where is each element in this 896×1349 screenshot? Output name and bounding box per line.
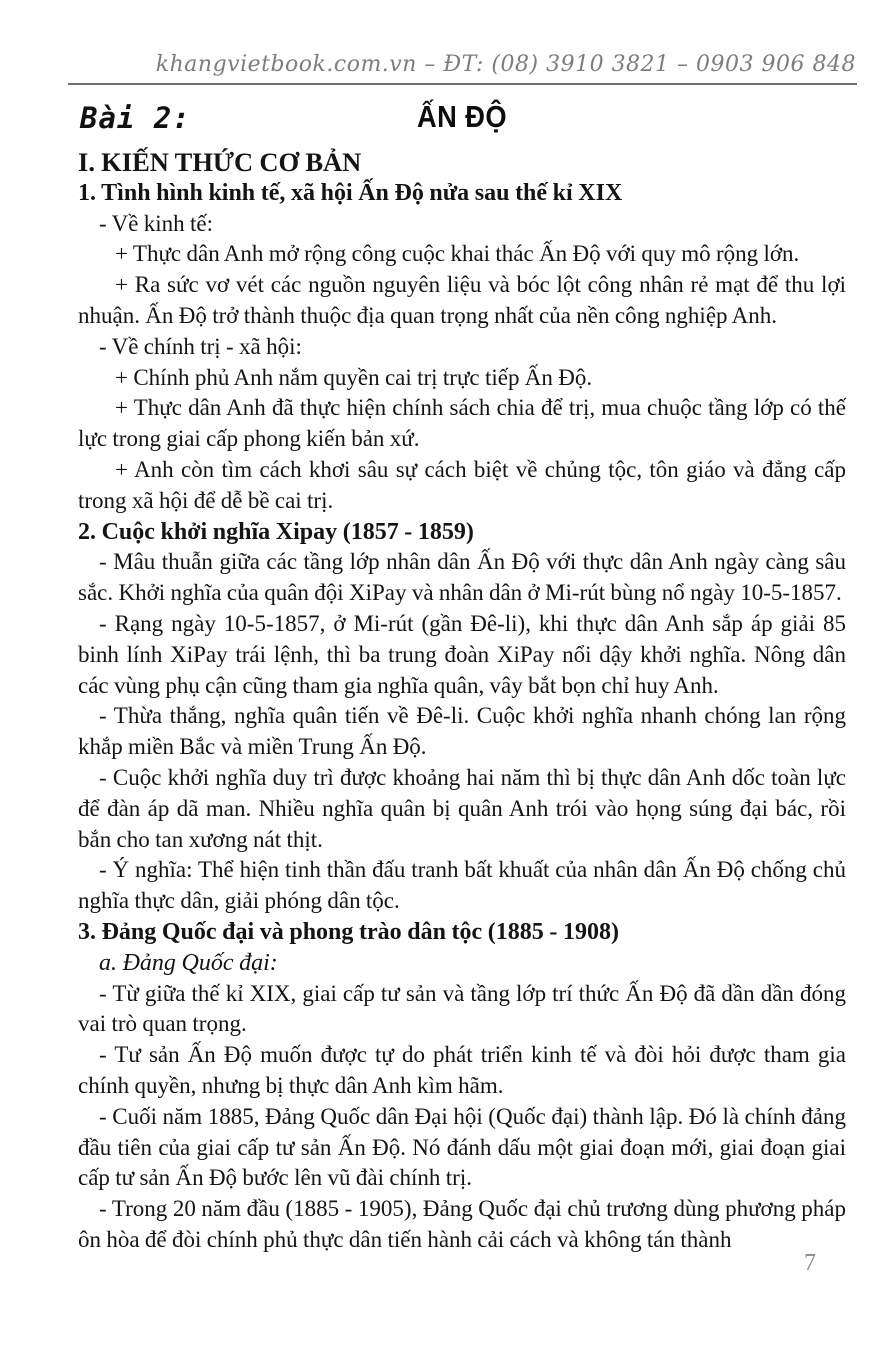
page-number: 7	[804, 1250, 816, 1276]
paragraph: - Trong 20 năm đầu (1885 - 1905), Đảng Quốc đại chủ trương dùng phương pháp ôn hòa để đòi chính phủ thực dân tiến hành cải cách và không tán thành	[78, 1196, 846, 1252]
paragraph: 1. Tình hình kinh tế, xã hội Ấn Độ nửa sau thế kỉ XIX	[78, 179, 623, 206]
paragraph: - Về kinh tế:	[99, 210, 213, 236]
paragraph: - Mâu thuẫn giữa các tầng lớp nhân dân Ấn Độ với thực dân Anh ngày càng sâu sắc. Khởi nghĩa của quân đội XiPay và nhân dân ở Mi-rút bùng nổ ngày 10-5-1857.	[78, 549, 846, 606]
paragraph: - Ý nghĩa: Thể hiện tinh thần đấu tranh bất khuất của nhân dân Ấn Độ chống chủ nghĩa thực dân, giải phóng dân tộc.	[78, 857, 846, 914]
paragraph: a. Đảng Quốc đại:	[99, 949, 278, 976]
content	[78, 147, 846, 1256]
paragraph: - Cuộc khởi nghĩa duy trì được khoảng hai năm thì bị thực dân Anh dốc toàn lực để đàn áp dã man. Nhiều nghĩa quân bị quân Anh trói vào họng súng đại bác, rồi bắn cho tan xương nát thịt.	[78, 764, 846, 852]
paragraph: + Anh còn tìm cách khơi sâu sự cách biệt về chủng tộc, tôn giáo và đẳng cấp trong xã hội để dễ bề cai trị.	[78, 456, 846, 513]
paragraph: I. KIẾN THỨC CƠ BẢN	[78, 147, 362, 177]
paragraph: - Từ giữa thế kỉ XIX, giai cấp tư sản và tầng lớp trí thức Ấn Độ đã dần dần đóng vai trò quan trọng.	[78, 980, 846, 1037]
header-site-info: khangvietbook.com.vn – ĐT: (08) 3910 3821 – 0903 906 848	[155, 52, 856, 77]
paragraph: - Về chính trị - xã hội:	[99, 333, 302, 359]
paragraph: 3. Đảng Quốc đại và phong trào dân tộc (1885 - 1908)	[78, 918, 619, 945]
paragraph: + Ra sức vơ vét các nguồn nguyên liệu và bóc lột công nhân rẻ mạt để thu lợi nhuận. Ấn Độ trở thành thuộc địa quan trọng nhất của nền công nghiệp Anh.	[78, 272, 846, 328]
lesson-title-row	[78, 99, 846, 141]
header-divider	[68, 83, 857, 85]
paragraph: + Thực dân Anh đã thực hiện chính sách chia để trị, mua chuộc tầng lớp có thế lực trong giai cấp phong kiến bản xứ.	[78, 395, 846, 452]
paragraph: + Thực dân Anh mở rộng công cuộc khai thác Ấn Độ với quy mô rộng lớn.	[115, 241, 800, 267]
paragraph: 2. Cuộc khởi nghĩa Xipay (1857 - 1859)	[78, 518, 474, 545]
page-title: ẤN ĐỘ	[416, 99, 508, 134]
paragraph: + Chính phủ Anh nắm quyền cai trị trực tiếp Ấn Độ.	[115, 364, 593, 390]
paragraph: - Cuối năm 1885, Đảng Quốc dân Đại hội (Quốc đại) thành lập. Đó là chính đảng đầu tiên của giai cấp tư sản Ấn Độ. Nó đánh dấu một giai đoạn mới, giai đoạn giai cấp tư sản Ấn Độ bước lên vũ đài chính trị.	[78, 1103, 846, 1191]
lesson-number: Bài 2:	[80, 101, 191, 135]
paragraph: - Tư sản Ấn Độ muốn được tự do phát triển kinh tế và đòi hỏi được tham gia chính quyền, nhưng bị thực dân Anh kìm hãm.	[78, 1042, 846, 1098]
paragraph: - Rạng ngày 10-5-1857, ở Mi-rút (gần Đê-li), khi thực dân Anh sắp áp giải 85 binh lính XiPay trái lệnh, thì ba trung đoàn XiPay nổi dậy khởi nghĩa. Nông dân các vùng phụ cận cũng tham gia nghĩa quân, vây bắt bọn chỉ huy Anh.	[78, 610, 846, 698]
paragraph: - Thừa thắng, nghĩa quân tiến về Đê-li. Cuộc khởi nghĩa nhanh chóng lan rộng khắp miền Bắc và miền Trung Ấn Độ.	[78, 703, 846, 760]
